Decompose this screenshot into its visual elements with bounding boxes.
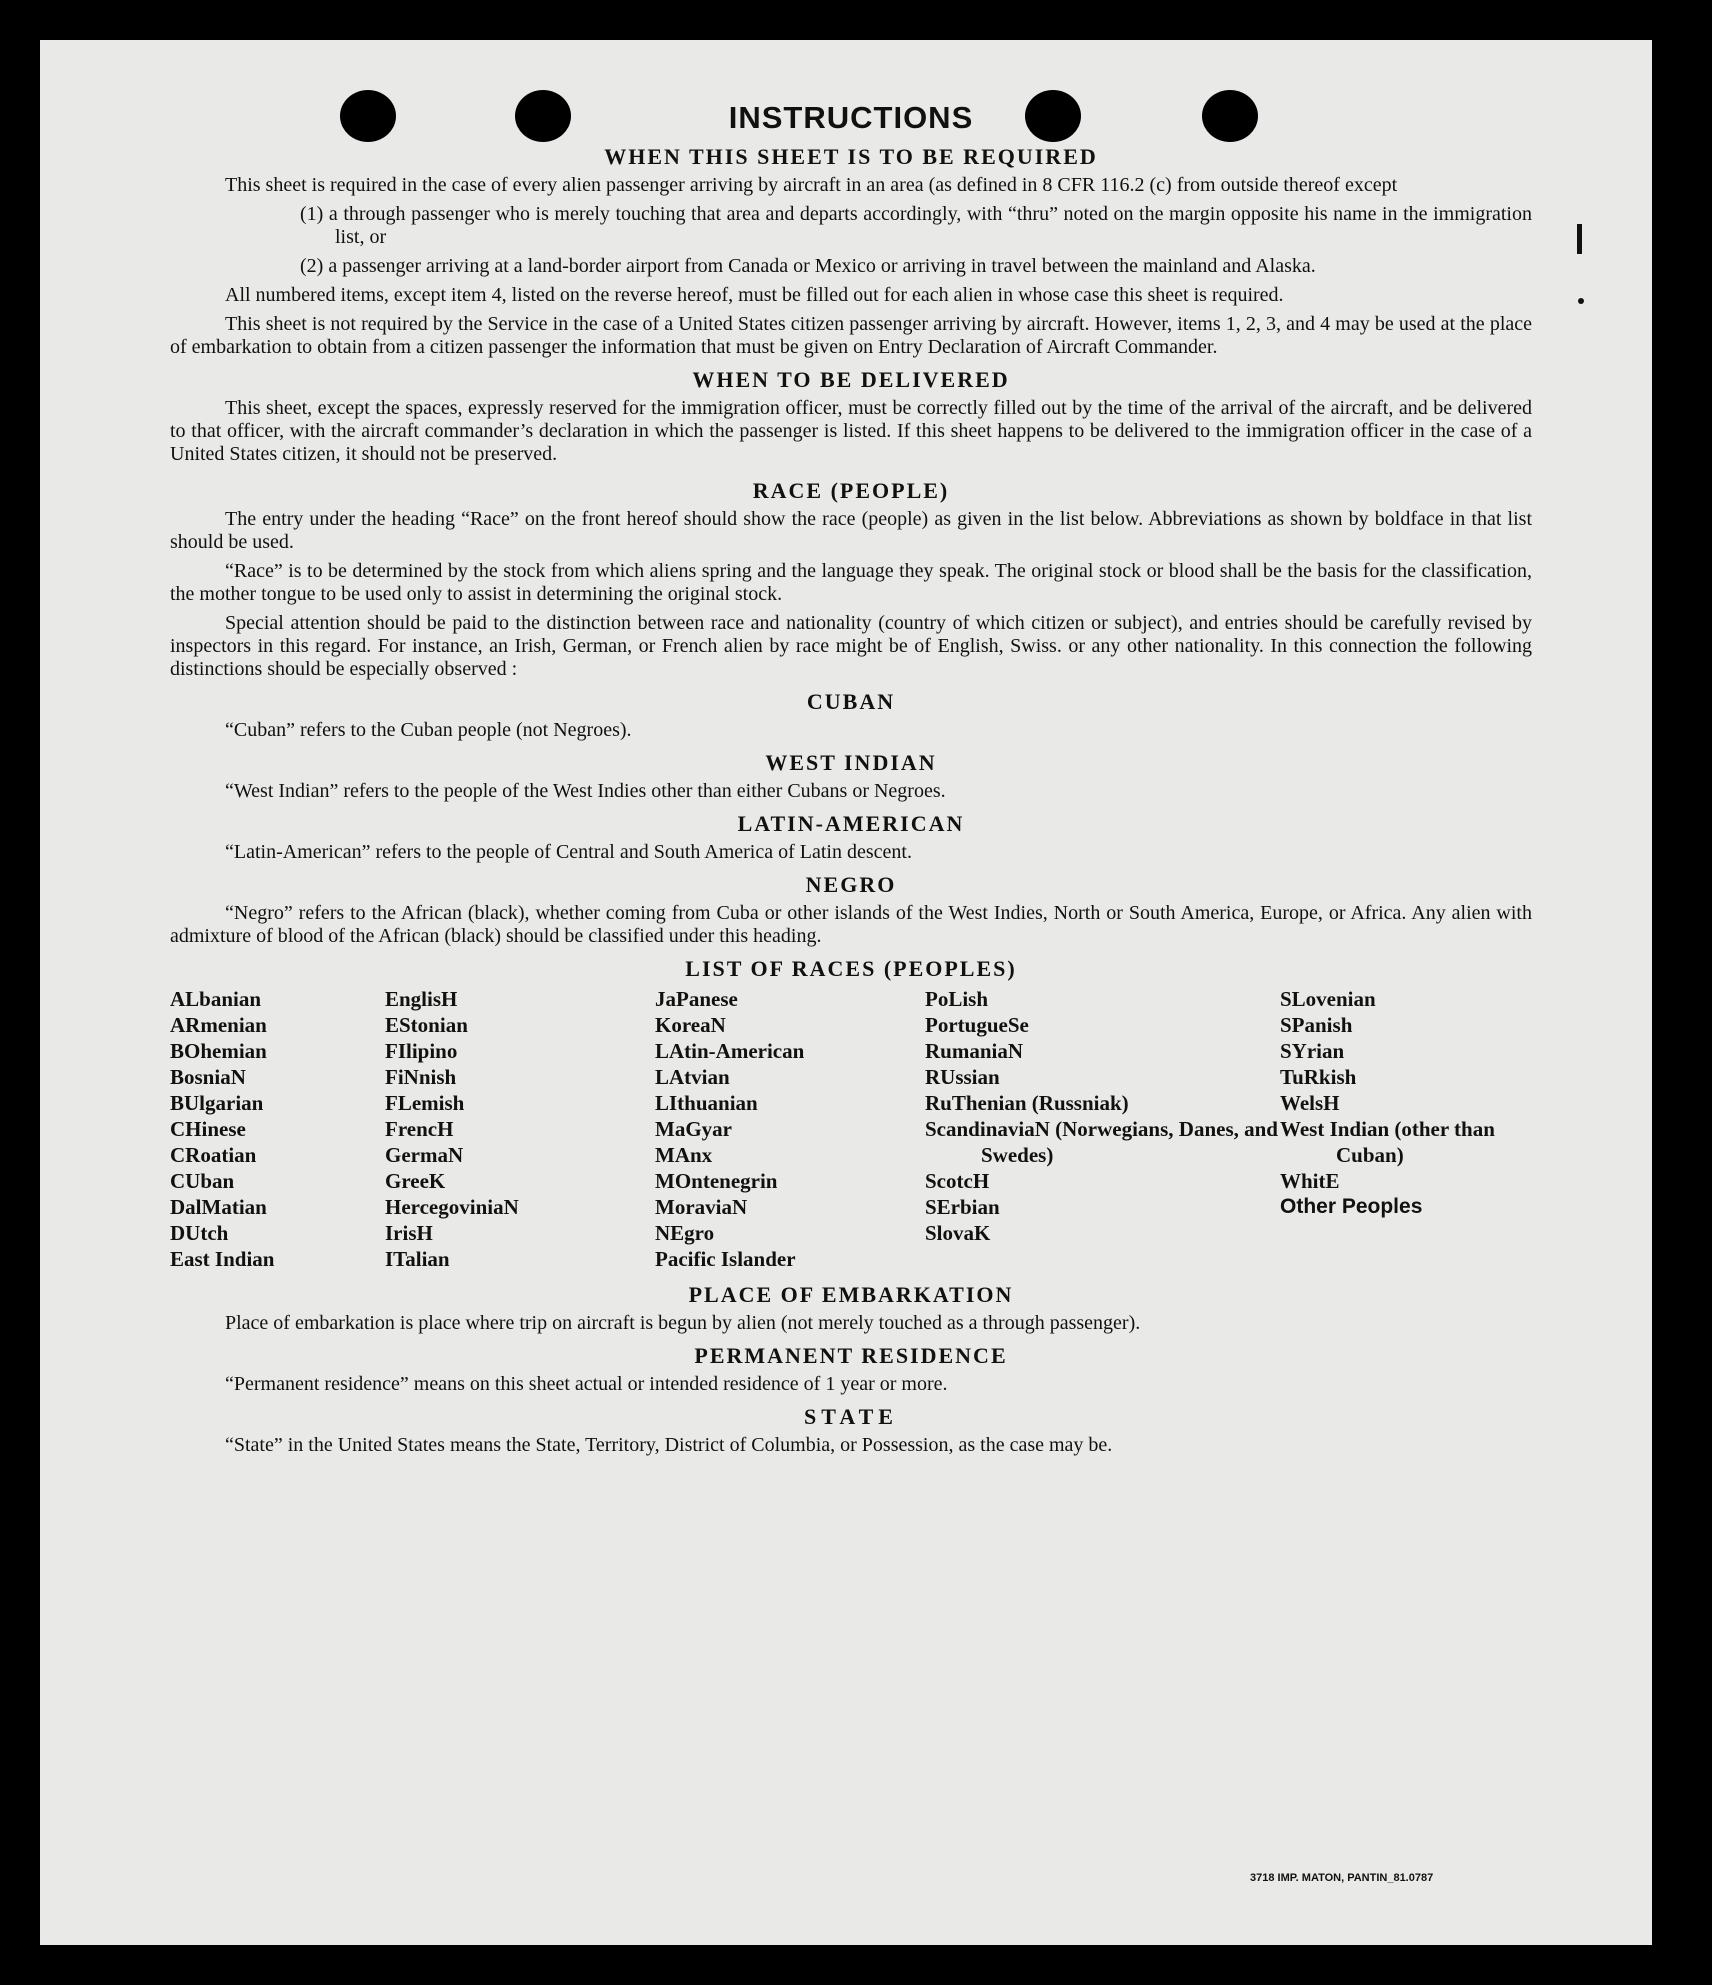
section-heading-cuban: CUBAN [806,689,896,714]
paragraph: “Race” is to be determined by the stock from which aliens spring and the language they speak. The original stock or blood shall be the basis for the classification, the mother tongue to be used only to assist in determining the original stock. [170,560,1532,605]
section-heading-west-indian: WEST INDIAN [765,750,937,775]
instructions-content [170,100,1532,1463]
section-heading-list-of-races: LIST OF RACES (PEOPLES) [685,956,1017,981]
race-item: PoLish [925,987,989,1011]
paragraph: Special attention should be paid to the distinction between race and nationality (country of which citizen or subject), and entries should be carefully revised by inspectors in this regard. For instance, an Irish, German, or French alien by race might be of English, Swiss. or any other nationality. In this connection the following distinctions should be especially observed : [170,612,1532,680]
race-item: MoraviaN [655,1195,748,1219]
section-heading-latin-american: LATIN-AMERICAN [737,811,965,836]
section-heading-negro: NEGRO [805,872,897,897]
margin-mark [1578,298,1584,304]
race-item: SErbian [925,1195,1000,1219]
paragraph: This sheet is required in the case of every alien passenger arriving by aircraft in an area (as defined in 8 CFR 116.2 (c) from outside thereof except [225,174,1398,196]
race-item: GreeK [385,1169,446,1193]
section-heading-required: WHEN THIS SHEET IS TO BE REQUIRED [604,144,1098,169]
race-item: CUban [170,1169,235,1193]
paragraph: All numbered items, except item 4, listed on the reverse hereof, must be filled out for each alien in whose case this sheet is required. [225,284,1284,306]
section-heading-delivered: WHEN TO BE DELIVERED [692,367,1010,392]
paragraph: This sheet, except the spaces, expressly reserved for the immigration officer, must be correctly filled out by the time of the arrival of the aircraft, and be delivered to that officer, with the aircraft commander’s declaration in which the passenger is listed. If this sheet happens to be delivered to the immigration officer in the case of a United States citizen, it should not be preserved. [170,397,1532,465]
race-item: SLovenian [1280,987,1376,1011]
race-item: FiNnish [385,1065,457,1089]
race-column [925,986,1280,1272]
section-heading-state: STATE [804,1404,898,1429]
paragraph: “West Indian” refers to the people of the West Indies other than either Cubans or Negroes. [225,780,946,802]
race-item: MaGyar [655,1117,732,1141]
race-column [170,986,385,1272]
race-item: HercegoviniaN [385,1195,519,1219]
race-item: ITalian [385,1247,450,1271]
section-heading-race: RACE (PEOPLE) [752,478,950,503]
race-item: Pacific Islander [655,1247,796,1271]
race-item: RumaniaN [925,1039,1024,1063]
race-column [385,986,655,1272]
race-item: LAtin-American [655,1039,805,1063]
race-item: TuRkish [1280,1065,1357,1089]
race-item: WelsH [1280,1091,1340,1115]
race-column [1280,986,1532,1272]
race-item: RUssian [925,1065,1000,1089]
race-item: SPanish [1280,1013,1353,1037]
race-item: CHinese [170,1117,246,1141]
race-item: MOntenegrin [655,1169,778,1193]
race-item: KoreaN [655,1013,726,1037]
printer-imprint: 3718 IMP. MATON, PANTIN_81.0787 [1250,1872,1434,1884]
race-item: JaPanese [655,987,738,1011]
race-item: FLemish [385,1091,465,1115]
race-item: FIlipino [385,1039,458,1063]
race-item: EStonian [385,1013,468,1037]
section-heading-embarkation: PLACE OF EMBARKATION [688,1282,1014,1307]
race-item: ARmenian [170,1013,267,1037]
paragraph: “Latin-American” refers to the people of Central and South America of Latin descent. [225,841,912,863]
race-item: MAnx [655,1143,713,1167]
race-item: PortugueSe [925,1013,1029,1037]
race-item: ScotcH [925,1169,990,1193]
race-item: LIthuanian [655,1091,758,1115]
paragraph: “Cuban” refers to the Cuban people (not Negroes). [225,719,632,741]
section-heading-residence: PERMANENT RESIDENCE [694,1343,1008,1368]
page-title: INSTRUCTIONS [728,100,974,135]
race-item: BOhemian [170,1039,267,1063]
race-item: SlovaK [925,1221,991,1245]
race-item: EnglisH [385,987,458,1011]
race-column [655,986,925,1272]
race-item: ScandinaviaN (Norwegians, Danes, and Swedes) [925,1117,1278,1167]
race-item: LAtvian [655,1065,730,1089]
race-item: IrisH [385,1221,433,1245]
race-item: NEgro [655,1221,715,1245]
race-item: West Indian (other than Cuban) [1280,1117,1495,1167]
document-sheet [40,40,1652,1945]
race-item: SYrian [1280,1039,1345,1063]
paragraph: “State” in the United States means the State, Territory, District of Columbia, or Possession, as the case may be. [225,1434,1113,1456]
race-item: CRoatian [170,1143,257,1167]
race-list [170,986,1532,1272]
paragraph: The entry under the heading “Race” on the front hereof should show the race (people) as given in the list below. Abbreviations as shown by boldface in that list should be used. [170,508,1532,553]
list-item: (1) a through passenger who is merely touching that area and departs accordingly, with “thru” noted on the margin opposite his name in the immigration list, or [300,203,1532,248]
race-item: ALbanian [170,987,262,1011]
list-item: (2) a passenger arriving at a land-border airport from Canada or Mexico or arriving in travel between the mainland and Alaska. [300,255,1316,277]
paragraph: This sheet is not required by the Service in the case of a United States citizen passenger arriving by aircraft. However, items 1, 2, 3, and 4 may be used at the place of embarkation to obtain from a citizen passenger the information that must be given on Entry Declaration of Aircraft Commander. [170,313,1532,358]
race-item: East Indian [170,1247,275,1271]
race-item: FrencH [385,1117,454,1141]
paragraph: Place of embarkation is place where trip on aircraft is begun by alien (not merely touched as a through passenger). [225,1312,1141,1334]
race-item: WhitE [1280,1169,1340,1193]
race-item: BUlgarian [170,1091,264,1115]
race-item: Other Peoples [1280,1195,1423,1218]
race-item: BosniaN [170,1065,246,1089]
race-item: GermaN [385,1143,464,1167]
race-item: RuThenian (Russniak) [925,1091,1129,1115]
paragraph: “Negro” refers to the African (black), whether coming from Cuba or other islands of the West Indies, North or South America, Europe, or Africa. Any alien with admixture of blood of the African (black) should be classified under this heading. [170,902,1532,947]
margin-mark [1577,224,1582,254]
race-item: DalMatian [170,1195,267,1219]
race-item: DUtch [170,1221,229,1245]
paragraph: “Permanent residence” means on this sheet actual or intended residence of 1 year or more. [225,1373,948,1395]
